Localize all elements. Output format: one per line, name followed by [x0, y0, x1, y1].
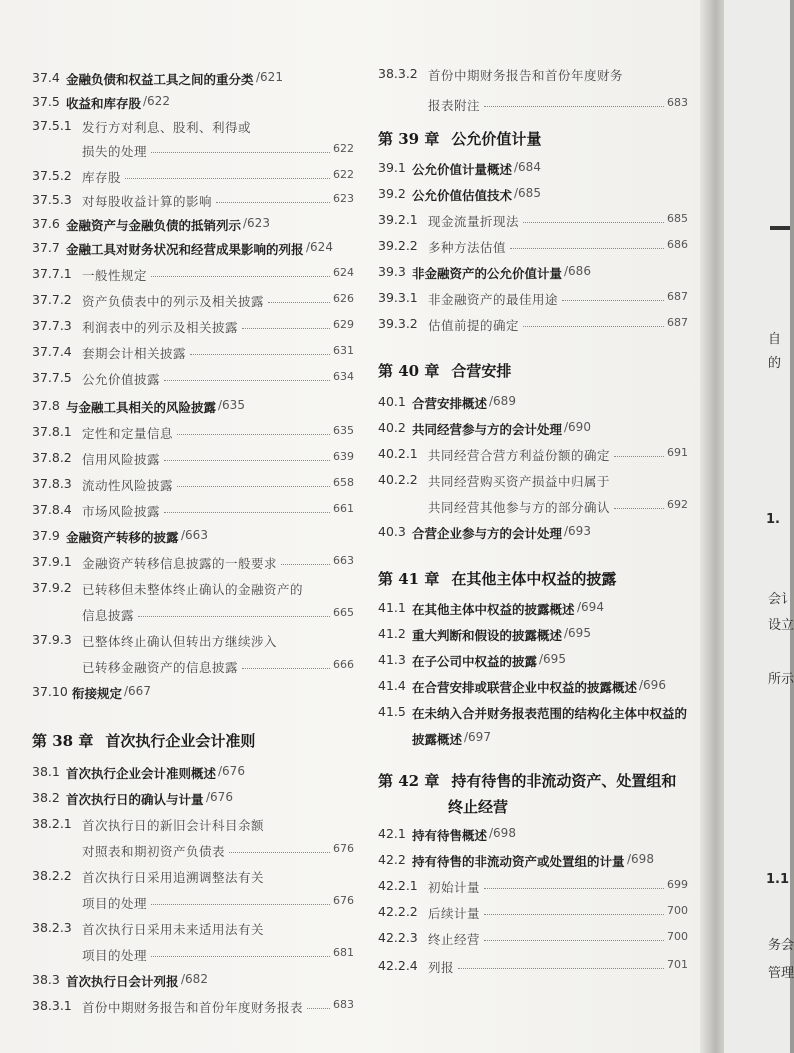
- left-toc-entry[interactable]: [32, 632, 354, 654]
- entry-number: 37.8.3: [32, 476, 72, 491]
- entry-title: 损失的处理: [82, 144, 148, 159]
- dot-leader: [484, 914, 664, 915]
- right-toc-entry[interactable]: [378, 96, 688, 118]
- entry-number: 37.8.4: [32, 502, 72, 517]
- entry-page-number: 700: [667, 904, 688, 917]
- entry-number: 42.2.4: [378, 958, 418, 973]
- chapter-title: 终止经营: [448, 798, 509, 816]
- left-toc-entry[interactable]: [32, 554, 354, 576]
- right-page-text-fragment: 管理: [768, 966, 794, 981]
- entry-number: 37.5.2: [32, 168, 72, 183]
- entry-page-number: 635: [333, 424, 354, 437]
- dot-leader: [164, 460, 330, 461]
- entry-page-number: /693: [564, 524, 591, 538]
- entry-page-number: /698: [627, 852, 654, 866]
- entry-page-number: 701: [667, 958, 688, 971]
- entry-title: 库存股: [82, 170, 122, 185]
- entry-page-number: 631: [333, 344, 354, 357]
- right-toc-entry[interactable]: [378, 904, 688, 926]
- right-toc-entry[interactable]: [378, 66, 688, 88]
- dot-leader: [614, 508, 664, 509]
- entry-title: 金融资产与金融负债的抵销列示: [66, 218, 242, 233]
- entry-number: 37.7.3: [32, 318, 72, 333]
- left-toc-entry[interactable]: [32, 920, 354, 942]
- entry-page-number: 685: [667, 212, 688, 225]
- right-toc-entry[interactable]: [378, 212, 688, 234]
- entry-title: 持有待售的非流动资产或处置组的计量: [412, 854, 625, 869]
- entry-title: 首次执行日的新旧会计科目余额: [82, 818, 265, 833]
- entry-title: 在子公司中权益的披露: [412, 654, 538, 669]
- entry-page-number: 686: [667, 238, 688, 251]
- entry-page-number: /689: [489, 394, 516, 408]
- entry-title: 共同经营参与方的会计处理: [412, 422, 563, 437]
- right-toc-entry[interactable]: [378, 930, 688, 952]
- right-toc-entry[interactable]: [378, 826, 688, 848]
- entry-page-number: 699: [667, 878, 688, 891]
- entry-title: 已转移金融资产的信息披露: [82, 660, 239, 675]
- left-toc-entry[interactable]: [32, 684, 354, 706]
- entry-number: 42.1: [378, 826, 406, 841]
- entry-page-number: /676: [218, 764, 245, 778]
- left-toc-entry[interactable]: [32, 344, 354, 366]
- left-toc-entry[interactable]: [32, 398, 354, 420]
- right-page-text-fragment: 务会: [768, 938, 794, 953]
- right-page-text-fragment: 自: [768, 332, 782, 347]
- entry-number: 39.3: [378, 264, 406, 279]
- left-toc-entry[interactable]: [32, 816, 354, 838]
- right-toc-entry[interactable]: [378, 878, 688, 900]
- entry-page-number: 622: [333, 168, 354, 181]
- entry-title: 现金流量折现法: [428, 214, 520, 229]
- chapter-title: 合营安排: [451, 362, 512, 380]
- left-toc-entry[interactable]: [32, 266, 354, 288]
- entry-page-number: /695: [539, 652, 566, 666]
- entry-number: 37.9.2: [32, 580, 72, 595]
- right-page-text-fragment: 1.1: [766, 872, 790, 887]
- entry-number: 40.2.1: [378, 446, 418, 461]
- right-chapter-heading: [378, 770, 676, 791]
- entry-title: 非金融资产的公允价值计量: [412, 266, 563, 281]
- entry-number: 39.2.2: [378, 238, 418, 253]
- entry-page-number: /676: [206, 790, 233, 804]
- entry-number: 39.3.2: [378, 316, 418, 331]
- entry-number: 37.5.1: [32, 118, 72, 133]
- dot-leader: [177, 486, 330, 487]
- entry-number: 38.3.1: [32, 998, 72, 1013]
- entry-title: 合营企业参与方的会计处理: [412, 526, 563, 541]
- chapter-title: 持有待售的非流动资产、处置组和: [451, 772, 677, 790]
- dot-leader: [281, 564, 330, 565]
- right-toc-entry[interactable]: [378, 472, 688, 494]
- right-page-text-fragment: 1.: [766, 512, 780, 527]
- entry-title: 金融工具对财务状况和经营成果影响的列报: [66, 242, 304, 257]
- right-page-text-fragment: 会讠: [768, 592, 794, 607]
- entry-number: 42.2.3: [378, 930, 418, 945]
- left-toc-entry[interactable]: [32, 118, 354, 140]
- dot-leader: [268, 302, 330, 303]
- dot-leader: [307, 1008, 330, 1009]
- entry-title: 持有待售概述: [412, 828, 488, 843]
- entry-title: 终止经营: [428, 932, 481, 947]
- chapter-number: 第 42 章: [378, 772, 440, 790]
- entry-page-number: 658: [333, 476, 354, 489]
- entry-number: 37.8.2: [32, 450, 72, 465]
- entry-page-number: /663: [181, 528, 208, 542]
- left-toc-entry[interactable]: [32, 292, 354, 314]
- entry-number: 39.2: [378, 186, 406, 201]
- right-page-text-fragment: 所示: [768, 672, 794, 687]
- left-toc-entry[interactable]: [32, 240, 354, 262]
- left-toc-entry[interactable]: [32, 94, 354, 116]
- entry-page-number: 622: [333, 142, 354, 155]
- dot-leader: [484, 106, 664, 107]
- entry-page-number: 683: [333, 998, 354, 1011]
- left-toc-entry[interactable]: [32, 168, 354, 190]
- left-toc-entry[interactable]: [32, 424, 354, 446]
- entry-title: 对照表和期初资产负债表: [82, 844, 226, 859]
- entry-title: 首次执行企业会计准则概述: [66, 766, 217, 781]
- dot-leader: [229, 852, 330, 853]
- right-toc-entry[interactable]: [378, 704, 688, 726]
- left-toc-entry[interactable]: [32, 606, 354, 628]
- entry-page-number: /685: [514, 186, 541, 200]
- entry-title: 报表附注: [428, 98, 481, 113]
- entry-page-number: 663: [333, 554, 354, 567]
- left-toc-entry[interactable]: [32, 450, 354, 472]
- chapter-title: 公允价值计量: [451, 130, 542, 148]
- right-toc-entry[interactable]: [378, 316, 688, 338]
- entry-title: 一般性规定: [82, 268, 148, 283]
- entry-title: 资产负债表中的列示及相关披露: [82, 294, 265, 309]
- left-toc-entry[interactable]: [32, 580, 354, 602]
- left-toc-entry[interactable]: [32, 868, 354, 890]
- entry-page-number: /698: [489, 826, 516, 840]
- right-toc-entry[interactable]: [378, 238, 688, 260]
- left-toc-entry[interactable]: [32, 842, 354, 864]
- chapter-number: 第 41 章: [378, 570, 440, 588]
- left-toc-entry[interactable]: [32, 790, 354, 812]
- right-page-text-fragment: 的: [768, 356, 782, 371]
- dot-leader: [164, 380, 330, 381]
- dot-leader: [484, 888, 664, 889]
- entry-title: 首次执行日采用未来适用法有关: [82, 922, 265, 937]
- right-chapter-heading: [378, 568, 616, 589]
- entry-number: 40.2: [378, 420, 406, 435]
- entry-number: 42.2.2: [378, 904, 418, 919]
- entry-number: 37.9: [32, 528, 60, 543]
- entry-title: 在合营安排或联营企业中权益的披露概述: [412, 680, 638, 695]
- entry-title: 共同经营其他参与方的部分确认: [428, 500, 611, 515]
- entry-number: 38.2.3: [32, 920, 72, 935]
- entry-page-number: 683: [667, 96, 688, 109]
- entry-title: 在未纳入合并财务报表范围的结构化主体中权益的: [412, 706, 688, 721]
- left-toc-entry[interactable]: [32, 972, 354, 994]
- dot-leader: [177, 434, 330, 435]
- entry-page-number: /695: [564, 626, 591, 640]
- entry-number: 41.3: [378, 652, 406, 667]
- dot-leader: [164, 512, 330, 513]
- entry-number: 40.1: [378, 394, 406, 409]
- right-toc-entry[interactable]: [378, 626, 688, 648]
- entry-page-number: 700: [667, 930, 688, 943]
- entry-number: 38.3.2: [378, 66, 418, 81]
- entry-title: 金融负债和权益工具之间的重分类: [66, 72, 254, 87]
- right-toc-entry[interactable]: [378, 730, 688, 752]
- right-toc-entry[interactable]: [378, 264, 688, 286]
- left-toc-entry[interactable]: [32, 998, 354, 1020]
- entry-title: 首份中期财务报告和首份年度财务报表: [82, 1000, 304, 1015]
- left-toc-entry[interactable]: [32, 216, 354, 238]
- entry-title: 已整体终止确认但转出方继续涉入: [82, 634, 278, 649]
- dot-leader: [138, 616, 330, 617]
- left-toc-entry[interactable]: [32, 658, 354, 680]
- entry-title: 估值前提的确定: [428, 318, 520, 333]
- entry-number: 40.3: [378, 524, 406, 539]
- left-toc-entry[interactable]: [32, 946, 354, 968]
- left-toc-entry[interactable]: [32, 370, 354, 392]
- left-toc-entry[interactable]: [32, 192, 354, 214]
- entry-number: 41.5: [378, 704, 406, 719]
- right-toc-entry[interactable]: [378, 524, 688, 546]
- right-chapter-heading: [378, 360, 511, 381]
- entry-page-number: /635: [218, 398, 245, 412]
- entry-number: 41.1: [378, 600, 406, 615]
- entry-page-number: /686: [564, 264, 591, 278]
- entry-number: 40.2.2: [378, 472, 418, 487]
- entry-page-number: 624: [333, 266, 354, 279]
- dot-leader: [510, 248, 664, 249]
- entry-title: 信息披露: [82, 608, 135, 623]
- chapter-number: 第 38 章: [32, 732, 94, 750]
- entry-title: 收益和库存股: [66, 96, 142, 111]
- entry-title: 共同经营合营方利益份额的确定: [428, 448, 611, 463]
- dot-leader: [216, 202, 330, 203]
- entry-page-number: /621: [256, 70, 283, 84]
- dot-leader: [458, 968, 664, 969]
- entry-page-number: 634: [333, 370, 354, 383]
- entry-title: 首次执行日会计列报: [66, 974, 179, 989]
- chapter-title: 在其他主体中权益的披露: [451, 570, 617, 588]
- entry-title: 披露概述: [412, 732, 463, 747]
- entry-title: 项目的处理: [82, 948, 148, 963]
- entry-page-number: 687: [667, 316, 688, 329]
- entry-title: 首次执行日的确认与计量: [66, 792, 204, 807]
- entry-title: 多种方法估值: [428, 240, 507, 255]
- dot-leader: [242, 668, 330, 669]
- entry-page-number: /623: [243, 216, 270, 230]
- entry-number: 37.5: [32, 94, 60, 109]
- entry-page-number: 629: [333, 318, 354, 331]
- dot-leader: [151, 152, 330, 153]
- entry-number: 38.1: [32, 764, 60, 779]
- chapter-number: 第 39 章: [378, 130, 440, 148]
- entry-number: 38.2.1: [32, 816, 72, 831]
- entry-page-number: /697: [464, 730, 491, 744]
- dot-leader: [523, 222, 664, 223]
- entry-number: 39.1: [378, 160, 406, 175]
- entry-page-number: /624: [306, 240, 333, 254]
- entry-number: 37.7.2: [32, 292, 72, 307]
- left-toc-entry[interactable]: [32, 70, 354, 92]
- entry-number: 37.7.5: [32, 370, 72, 385]
- chapter-title: 首次执行企业会计准则: [105, 732, 256, 750]
- right-toc-entry[interactable]: [378, 186, 688, 208]
- right-page-rule: [770, 226, 790, 230]
- entry-page-number: /682: [181, 972, 208, 986]
- entry-title: 衔接规定: [72, 686, 123, 701]
- right-toc-entry[interactable]: [378, 446, 688, 468]
- entry-page-number: /694: [577, 600, 604, 614]
- left-toc-entry[interactable]: [32, 476, 354, 498]
- right-toc-entry[interactable]: [378, 160, 688, 182]
- entry-page-number: /690: [564, 420, 591, 434]
- entry-title: 首份中期财务报告和首份年度财务: [428, 68, 624, 83]
- right-toc-entry[interactable]: [378, 420, 688, 442]
- entry-page-number: 626: [333, 292, 354, 305]
- dot-leader: [484, 940, 664, 941]
- right-chapter-heading: [448, 796, 508, 817]
- dot-leader: [562, 300, 664, 301]
- left-toc-entry[interactable]: [32, 764, 354, 786]
- left-toc-entry[interactable]: [32, 528, 354, 550]
- right-toc-entry[interactable]: [378, 678, 688, 700]
- left-toc-entry[interactable]: [32, 502, 354, 524]
- entry-title: 公允价值估值技术: [412, 188, 513, 203]
- entry-number: 37.10: [32, 684, 68, 699]
- entry-title: 合营安排概述: [412, 396, 488, 411]
- dot-leader: [151, 904, 330, 905]
- entry-page-number: 676: [333, 842, 354, 855]
- entry-page-number: /684: [514, 160, 541, 174]
- entry-title: 公允价值披露: [82, 372, 161, 387]
- entry-page-number: /622: [143, 94, 170, 108]
- dot-leader: [242, 328, 330, 329]
- entry-number: 37.7: [32, 240, 60, 255]
- entry-number: 39.2.1: [378, 212, 418, 227]
- dot-leader: [125, 178, 330, 179]
- entry-number: 37.8.1: [32, 424, 72, 439]
- entry-title: 重大判断和假设的披露概述: [412, 628, 563, 643]
- entry-page-number: 639: [333, 450, 354, 463]
- entry-number: 39.3.1: [378, 290, 418, 305]
- entry-title: 定性和定量信息: [82, 426, 174, 441]
- entry-title: 发行方对利息、股利、利得或: [82, 120, 252, 135]
- entry-title: 信用风险披露: [82, 452, 161, 467]
- right-toc-entry[interactable]: [378, 652, 688, 674]
- right-toc-entry[interactable]: [378, 600, 688, 622]
- entry-title: 公允价值计量概述: [412, 162, 513, 177]
- entry-title: 项目的处理: [82, 896, 148, 911]
- dot-leader: [151, 276, 330, 277]
- entry-title: 首次执行日采用追溯调整法有关: [82, 870, 265, 885]
- dot-leader: [614, 456, 664, 457]
- entry-number: 37.4: [32, 70, 60, 85]
- right-toc-entry[interactable]: [378, 498, 688, 520]
- entry-title: 共同经营购买资产损益中归属于: [428, 474, 611, 489]
- dot-leader: [151, 956, 330, 957]
- entry-number: 37.7.1: [32, 266, 72, 281]
- left-chapter-heading: [32, 730, 255, 751]
- entry-page-number: 681: [333, 946, 354, 959]
- entry-number: 38.2: [32, 790, 60, 805]
- entry-number: 38.3: [32, 972, 60, 987]
- entry-page-number: 691: [667, 446, 688, 459]
- book-gutter: [700, 0, 726, 1053]
- entry-page-number: 665: [333, 606, 354, 619]
- entry-number: 41.4: [378, 678, 406, 693]
- entry-number: 42.2.1: [378, 878, 418, 893]
- entry-title: 金融资产转移的披露: [66, 530, 179, 545]
- dot-leader: [523, 326, 664, 327]
- entry-title: 非金融资产的最佳用途: [428, 292, 559, 307]
- entry-title: 金融资产转移信息披露的一般要求: [82, 556, 278, 571]
- entry-page-number: 666: [333, 658, 354, 671]
- right-page-text-fragment: 设立: [768, 618, 794, 633]
- entry-page-number: /696: [639, 678, 666, 692]
- entry-number: 37.9.3: [32, 632, 72, 647]
- right-toc-entry[interactable]: [378, 852, 688, 874]
- entry-page-number: 661: [333, 502, 354, 515]
- right-toc-entry[interactable]: [378, 290, 688, 312]
- entry-title: 列报: [428, 960, 455, 975]
- entry-number: 37.6: [32, 216, 60, 231]
- dot-leader: [190, 354, 330, 355]
- entry-title: 后续计量: [428, 906, 481, 921]
- chapter-number: 第 40 章: [378, 362, 440, 380]
- entry-number: 37.7.4: [32, 344, 72, 359]
- entry-page-number: 676: [333, 894, 354, 907]
- entry-title: 已转移但未整体终止确认的金融资产的: [82, 582, 304, 597]
- entry-title: 市场风险披露: [82, 504, 161, 519]
- entry-number: 37.8: [32, 398, 60, 413]
- entry-page-number: /667: [124, 684, 151, 698]
- entry-title: 流动性风险披露: [82, 478, 174, 493]
- entry-number: 41.2: [378, 626, 406, 641]
- right-toc-entry[interactable]: [378, 394, 688, 416]
- entry-title: 在其他主体中权益的披露概述: [412, 602, 575, 617]
- right-book-page: [724, 0, 790, 1053]
- entry-title: 初始计量: [428, 880, 481, 895]
- entry-page-number: 687: [667, 290, 688, 303]
- entry-title: 对每股收益计算的影响: [82, 194, 213, 209]
- entry-title: 与金融工具相关的风险披露: [66, 400, 217, 415]
- entry-page-number: 623: [333, 192, 354, 205]
- entry-title: 利润表中的列示及相关披露: [82, 320, 239, 335]
- entry-title: 套期会计相关披露: [82, 346, 187, 361]
- left-toc-entry[interactable]: [32, 318, 354, 340]
- entry-number: 37.9.1: [32, 554, 72, 569]
- entry-number: 42.2: [378, 852, 406, 867]
- left-toc-entry[interactable]: [32, 142, 354, 164]
- entry-number: 37.5.3: [32, 192, 72, 207]
- entry-page-number: 692: [667, 498, 688, 511]
- right-toc-entry[interactable]: [378, 958, 688, 980]
- entry-number: 38.2.2: [32, 868, 72, 883]
- right-chapter-heading: [378, 128, 541, 149]
- left-toc-entry[interactable]: [32, 894, 354, 916]
